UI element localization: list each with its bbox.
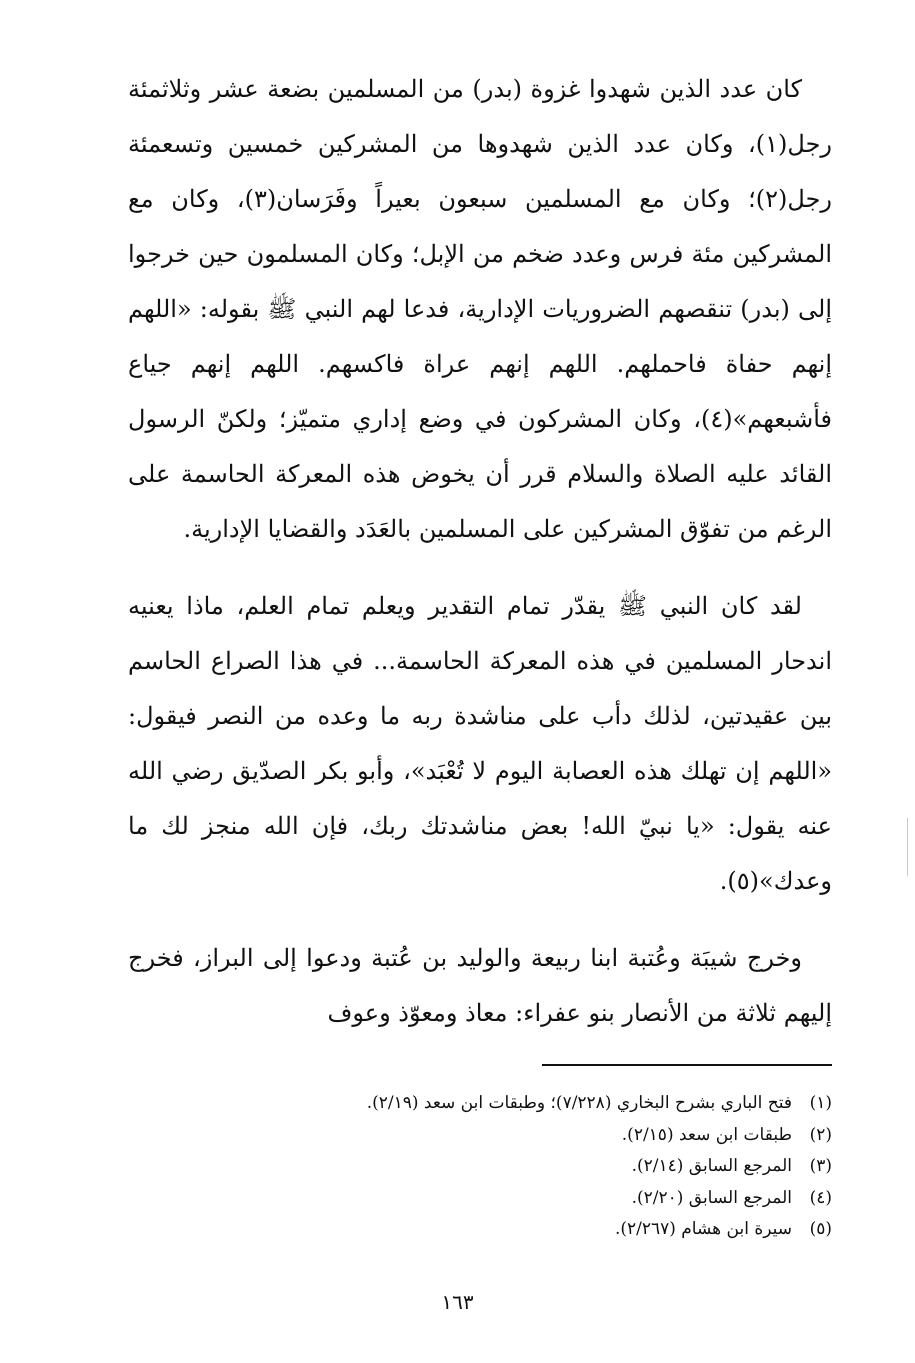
- footnote-number: (١): [809, 1093, 832, 1113]
- footnote-item: [128, 1120, 832, 1152]
- main-text: [128, 62, 832, 1063]
- footnote-text: فتح الباري بشرح البخاري (٧/٢٢٨)؛ وطبقات ابن سعد (٢/١٩).: [366, 1093, 792, 1113]
- footnote-number: (٢): [809, 1124, 832, 1145]
- paragraph-1: كان عدد الذين شهدوا غزوة (بدر) من المسلمين بضعة عشر وثلاثمئة رجل(١)، وكان عدد الذين شهدوها من المشركين خمسين وتسعمئة رجل(٢)؛ وكان مع المسلمين سبعون بعيراً وفَرَسان(٣)، وكان مع المشركين مئة فرس وعدد ضخم من الإبل؛ وكان المسلمون حين خرجوا إلى (بدر) تنقصهم الضروريات الإدارية، فدعا لهم النبي ﷺ بقوله: «اللهم إنهم حفاة فاحملهم. اللهم إنهم عراة فاكسهم. اللهم إنهم جياع فأشبعهم»(٤)، وكان المشركون في وضع إداري متميّز؛ ولكنّ الرسول القائد عليه الصلاة والسلام قرر أن يخوض هذه المعركة الحاسمة على الرغم من تفوّق المشركين على المسلمين بالعَدَد والقضايا الإدارية.: [128, 75, 833, 543]
- footnote-item: [128, 1151, 832, 1183]
- footnote-number: (٤): [809, 1187, 832, 1208]
- footnote-text: المرجع السابق (٢/١٤).: [631, 1156, 792, 1176]
- footnote-number: (٥): [809, 1219, 832, 1239]
- footnote-divider: [542, 1064, 832, 1066]
- footnote-item: [128, 1183, 832, 1215]
- scan-edge-mark: [907, 818, 908, 876]
- footnote-item: [128, 1088, 832, 1120]
- footnote-text: طبقات ابن سعد (٢/١٥).: [621, 1124, 792, 1145]
- footnote-text: سيرة ابن هشام (٢/٢٦٧).: [614, 1219, 792, 1239]
- footnote-text: المرجع السابق (٢/٢٠).: [631, 1187, 792, 1208]
- page-number: ١٦٣: [441, 1290, 474, 1314]
- paragraph-3: وخرج شيبَة وعُتبة ابنا ربيعة والوليد بن عُتبة ودعوا إلى البراز، فخرج إليهم ثلاثة من الأنصار بنو عفراء: معاذ ومعوّذ وعوف: [128, 944, 832, 1027]
- footnotes-list: [128, 1088, 832, 1246]
- paragraph-2: لقد كان النبي ﷺ يقدّر تمام التقدير ويعلم تمام العلم، ماذا يعنيه اندحار المسلمين في هذه المعركة الحاسمة... في هذا الصراع الحاسم بين عقيدتين، لذلك دأب على مناشدة ربه ما وعده من النصر فيقول: «اللهم إن تهلك هذه العصابة اليوم لا تُعْبَد»، وأبو بكر الصدّيق رضي الله عنه يقول: «يا نبيّ الله! بعض مناشدتك ربك، فإن الله منجز لك ما وعدك»(٥).: [128, 592, 832, 895]
- footnote-item: [128, 1214, 832, 1246]
- footnote-number: (٣): [809, 1156, 832, 1176]
